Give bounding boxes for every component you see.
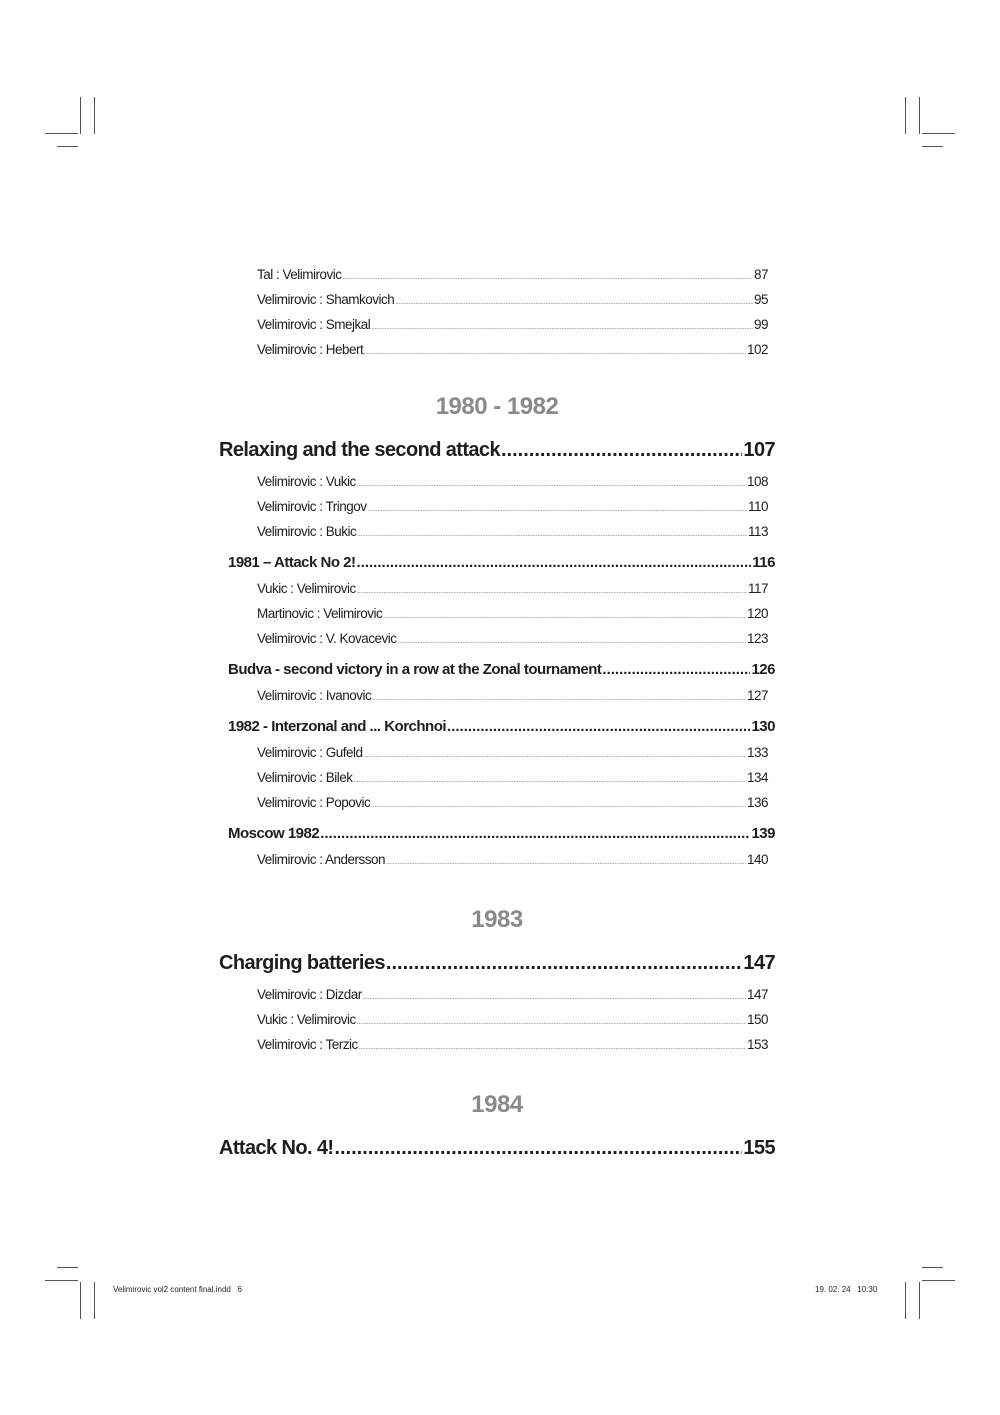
game-title: Velimirovic : Terzic: [257, 1037, 358, 1052]
toc-game-entry[interactable]: [257, 683, 768, 708]
dot-leader: [320, 821, 750, 847]
game-title: Velimirovic : Bilek: [257, 770, 353, 785]
dot-leader: [343, 266, 753, 291]
dot-leader: [368, 498, 747, 523]
toc-game-entry[interactable]: [257, 287, 768, 312]
toc-game-entry[interactable]: [257, 576, 768, 601]
dot-leader: [359, 1036, 746, 1061]
game-title: Velimirovic : Tringov: [257, 499, 367, 514]
dot-leader: [386, 851, 746, 876]
table-of-contents: [219, 262, 775, 1167]
toc-game-entry[interactable]: [257, 847, 768, 872]
dot-leader: [501, 431, 742, 469]
game-title: Velimirovic : Andersson: [257, 852, 386, 867]
toc-game-entry[interactable]: [257, 1007, 768, 1032]
toc-subchapter-entry[interactable]: [228, 714, 775, 740]
page-number: 113: [747, 524, 768, 539]
year-heading: 1980 - 1982: [435, 393, 559, 420]
page-number: 153: [746, 1037, 768, 1052]
toc-game-entry[interactable]: [257, 262, 768, 287]
game-title: Velimirovic : Shamkovich: [257, 292, 395, 307]
page-number: 110: [747, 499, 768, 514]
page-number: 133: [746, 745, 768, 760]
dot-leader: [447, 714, 750, 740]
dot-leader: [364, 341, 746, 366]
toc-section-continued: [219, 262, 775, 362]
toc-game-entry[interactable]: [257, 312, 768, 337]
page-number: 123: [746, 631, 768, 646]
slug-datetime: 19. 02. 24 10:30: [815, 1285, 878, 1294]
toc-game-entry[interactable]: [257, 519, 768, 544]
page-number: 150: [746, 1012, 768, 1027]
toc-game-entry[interactable]: [257, 982, 768, 1007]
toc-game-entry[interactable]: [257, 765, 768, 790]
toc-game-entry[interactable]: [257, 494, 768, 519]
toc-chapter-entry[interactable]: [219, 431, 775, 469]
page-number: 140: [746, 852, 768, 867]
page-number: 134: [746, 770, 768, 785]
toc-chapter-entry[interactable]: [219, 1129, 775, 1167]
game-title: Velimirovic : Hebert: [257, 342, 364, 357]
chapter-title: Relaxing and the second attack: [219, 439, 500, 461]
toc-subchapter-entry[interactable]: [228, 550, 775, 576]
page-number: 99: [753, 317, 768, 332]
year-heading: 1984: [471, 1091, 523, 1118]
dot-leader: [372, 687, 746, 712]
game-title: Velimirovic : Dizdar: [257, 987, 362, 1002]
page-number: 147: [743, 952, 775, 974]
subchapter-title: Moscow 1982: [228, 825, 320, 842]
dot-leader: [371, 794, 746, 819]
page-number: 126: [751, 661, 775, 678]
page-number: 87: [753, 267, 768, 282]
dot-leader: [354, 769, 746, 794]
game-title: Velimirovic : Gufeld: [257, 745, 363, 760]
page-number: 130: [751, 718, 775, 735]
dot-leader: [334, 1129, 742, 1167]
subchapter-title: 1982 - Interzonal and ... Korchnoi: [228, 718, 447, 735]
game-title: Velimirovic : Smejkal: [257, 317, 371, 332]
page-number: 108: [746, 474, 768, 489]
game-title: Velimirovic : Ivanovic: [257, 688, 372, 703]
game-title: Vukic : Velimirovic: [257, 1012, 356, 1027]
year-heading: 1983: [471, 906, 523, 933]
slug-filename: Velimirovic vol2 content final.indd 6: [113, 1285, 242, 1294]
page-number: 147: [746, 987, 768, 1002]
game-title: Velimirovic : Vukic: [257, 474, 356, 489]
page-number: 155: [743, 1137, 775, 1159]
toc-section-1980-1982: [219, 387, 775, 872]
dot-leader: [602, 657, 750, 683]
page-number: 120: [746, 606, 768, 621]
game-title: Velimirovic : Popovic: [257, 795, 371, 810]
dot-leader: [363, 986, 746, 1011]
game-title: Martinovic : Velimirovic: [257, 606, 383, 621]
page-number: 95: [753, 292, 768, 307]
page-number: 107: [743, 439, 775, 461]
game-title: Tal : Velimirovic: [257, 267, 342, 282]
page-number: 117: [747, 581, 768, 596]
dot-leader: [357, 1011, 746, 1036]
toc-section-1983: [219, 900, 775, 1057]
chapter-title: Charging batteries: [219, 952, 385, 974]
dot-leader: [357, 550, 752, 576]
toc-subchapter-entry[interactable]: [228, 821, 775, 847]
page-number: 127: [746, 688, 768, 703]
dot-leader: [395, 291, 753, 316]
dot-leader: [357, 523, 747, 548]
dot-leader: [364, 744, 746, 769]
toc-game-entry[interactable]: [257, 740, 768, 765]
page-number: 139: [751, 825, 775, 842]
toc-game-entry[interactable]: [257, 601, 768, 626]
game-title: Vukic : Velimirovic: [257, 581, 356, 596]
toc-chapter-entry[interactable]: [219, 944, 775, 982]
toc-section-1984: [219, 1085, 775, 1167]
dot-leader: [386, 944, 743, 982]
dot-leader: [357, 473, 746, 498]
game-title: Velimirovic : Bukic: [257, 524, 357, 539]
toc-game-entry[interactable]: [257, 337, 768, 362]
page-number: 102: [746, 342, 768, 357]
game-title: Velimirovic : V. Kovacevic: [257, 631, 397, 646]
chapter-title: Attack No. 4!: [219, 1137, 334, 1159]
subchapter-title: 1981 – Attack No 2!: [228, 554, 356, 571]
dot-leader: [383, 605, 746, 630]
dot-leader: [357, 580, 747, 605]
toc-game-entry[interactable]: [257, 790, 768, 815]
dot-leader: [371, 316, 753, 341]
subchapter-title: Budva - second victory in a row at the Zonal tournament: [228, 661, 602, 678]
toc-subchapter-entry[interactable]: [228, 657, 775, 683]
toc-game-entry[interactable]: [257, 469, 768, 494]
toc-game-entry[interactable]: [257, 1032, 768, 1057]
page-number: 116: [752, 554, 775, 571]
page-number: 136: [746, 795, 768, 810]
dot-leader: [398, 630, 746, 655]
toc-game-entry[interactable]: [257, 626, 768, 651]
